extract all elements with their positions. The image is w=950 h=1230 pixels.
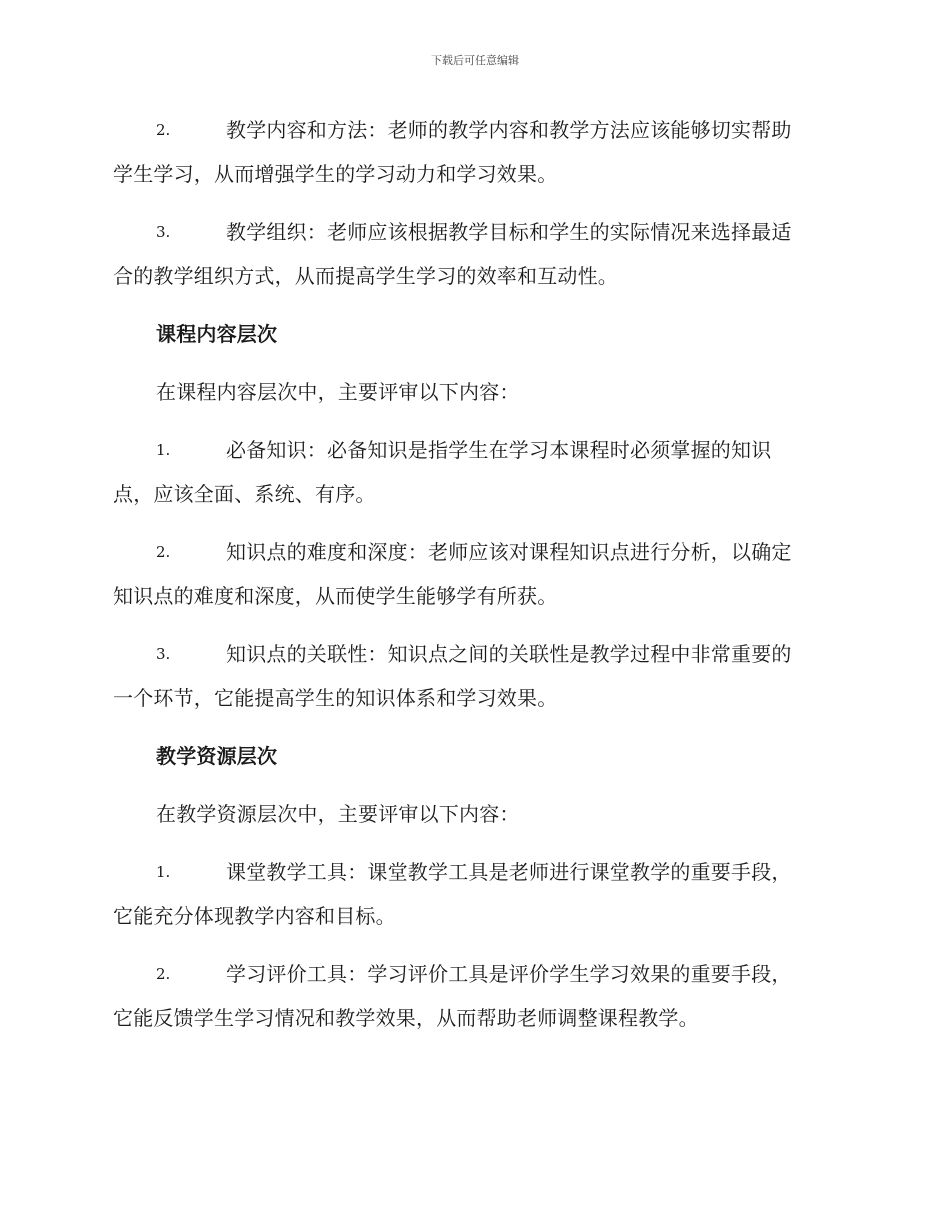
list-number: 1. [156,441,171,459]
section-intro: 在课程内容层次中，主要评审以下内容： [156,380,520,404]
section-heading: 教学资源层次 [156,744,278,768]
section-intro: 在教学资源层次中，主要评审以下内容： [156,802,520,826]
list-item-line: 教学组织：老师应该根据教学目标和学生的实际情况来选择最适 [226,220,792,244]
list-item-line: 它能充分体现教学内容和目标。 [113,904,396,928]
list-item-line: 知识点的难度和深度：老师应该对课程知识点进行分析，以确定 [226,540,792,564]
list-item-line: 学习评价工具：学习评价工具是评价学生学习效果的重要手段， [226,962,792,986]
list-number: 2. [156,121,171,139]
list-item-line: 一个环节，它能提高学生的知识体系和学习效果。 [113,686,558,710]
list-number: 1. [156,863,171,881]
list-item-line: 学生学习，从而增强学生的学习动力和学习效果。 [113,162,558,186]
list-item-line: 课堂教学工具：课堂教学工具是老师进行课堂教学的重要手段， [226,860,792,884]
list-number: 2. [156,543,171,561]
list-item-line: 合的教学组织方式，从而提高学生学习的效率和互动性。 [113,264,618,288]
list-item-line: 知识点的难度和深度，从而使学生能够学有所获。 [113,584,558,608]
list-number: 3. [156,645,171,663]
section-heading: 课程内容层次 [156,322,278,346]
list-item-line: 教学内容和方法：老师的教学内容和教学方法应该能够切实帮助 [226,118,792,142]
list-number: 3. [156,223,171,241]
list-item-line: 必备知识：必备知识是指学生在学习本课程时必须掌握的知识 [226,438,772,462]
list-item-line: 点，应该全面、系统、有序。 [113,482,376,506]
header-note: 下载后可任意编辑 [431,54,519,67]
list-item-line: 它能反馈学生学习情况和教学效果，从而帮助老师调整课程教学。 [113,1006,699,1030]
list-number: 2. [156,965,171,983]
list-item-line: 知识点的关联性：知识点之间的关联性是教学过程中非常重要的 [226,642,792,666]
